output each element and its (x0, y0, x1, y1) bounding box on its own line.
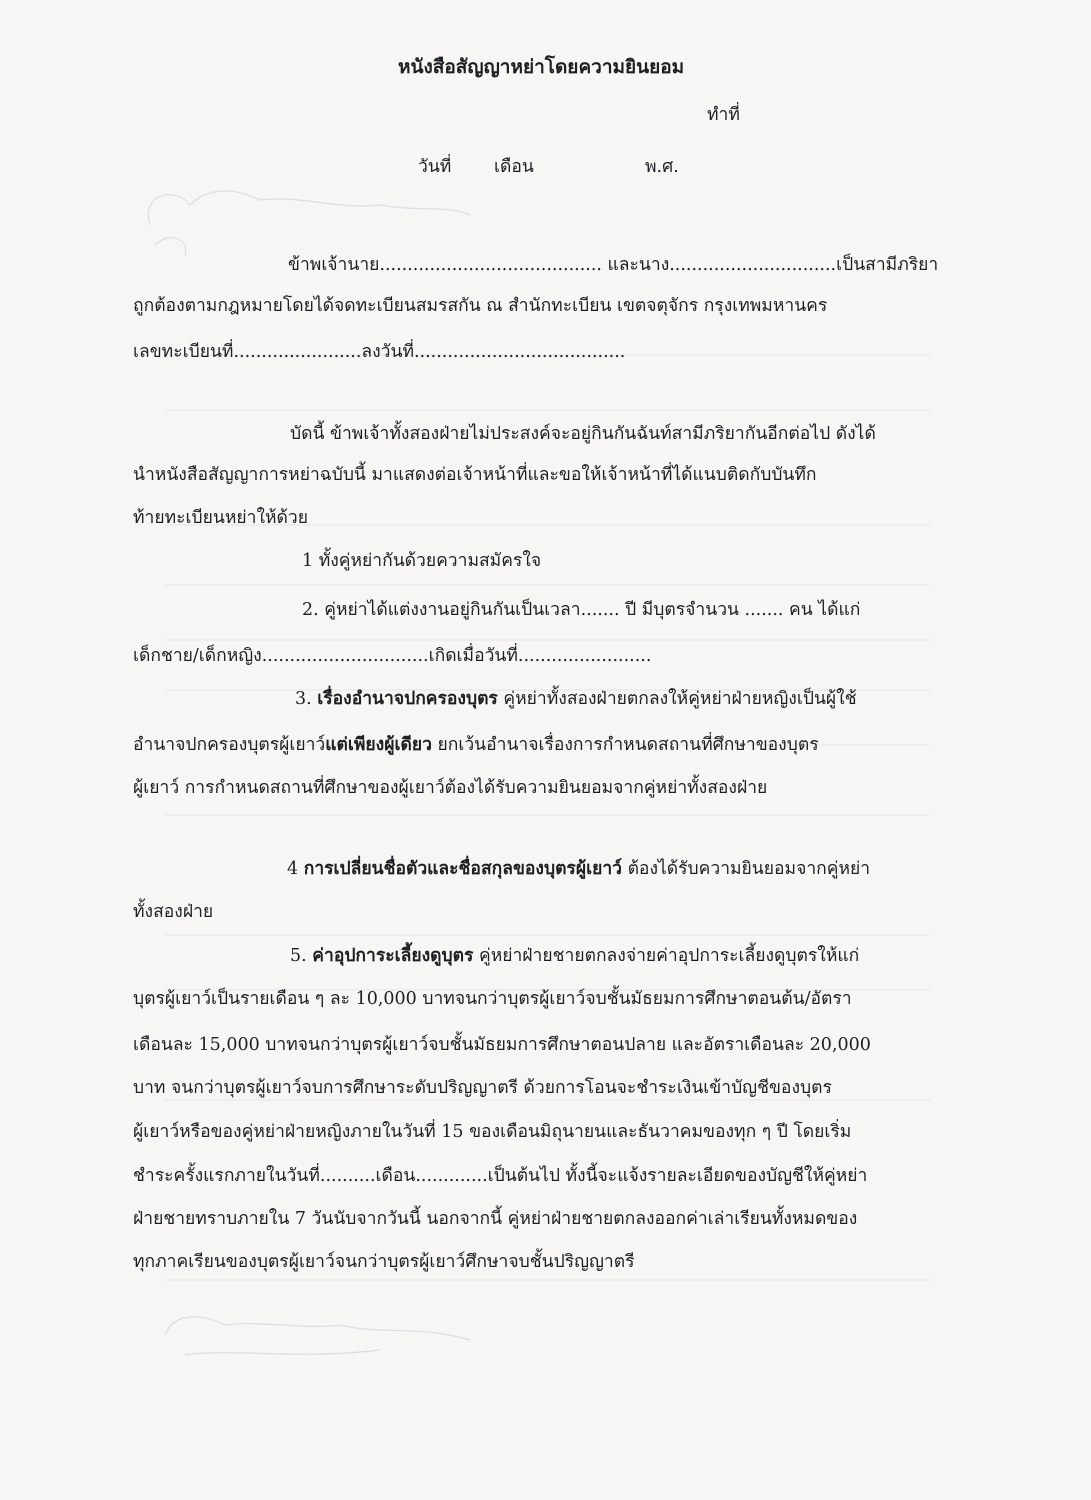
item5-line4: บาท จนกว่าบุตรผู้เยาว์จบการศึกษาระดับปริญญาตรี ด้วยการโอนจะชำระเงินเข้าบัญชีของบุตร (133, 1078, 832, 1098)
para2-line3: ท้ายทะเบียนหย่าให้ด้วย (133, 508, 308, 528)
item3-line1-text: คู่หย่าทั้งสองฝ่ายตกลงให้คู่หย่าฝ่ายหญิงเป็นผู้ใช้ (503, 689, 857, 709)
date-month-label: เดือน (494, 157, 534, 177)
item3-line3: ผู้เยาว์ การกำหนดสถานที่ศึกษาของผู้เยาว์ต้องได้รับความยินยอมจากคู่หย่าทั้งสองฝ่าย (133, 778, 768, 798)
made-at-label: ทำที่ (707, 105, 740, 125)
item4-line1 (287, 857, 870, 881)
item3-heading: เรื่องอำนาจปกครองบุตร (317, 689, 498, 709)
item5-line3: เดือนละ 15,000 บาทจนกว่าบุตรผู้เยาว์จบชั้นมัธยมการศึกษาตอนปลาย และอัตราเดือนละ 20,000 (133, 1035, 871, 1055)
item5-heading: ค่าอุปการะเลี้ยงดูบุตร (312, 946, 474, 966)
item4-heading: การเปลี่ยนชื่อตัวและชื่อสกุลของบุตรผู้เยาว์ (303, 859, 622, 879)
para2-line2: นำหนังสือสัญญาการหย่าฉบับนี้ มาแสดงต่อเจ้าหน้าที่และขอให้เจ้าหน้าที่ได้แนบติดกับบันทึก (133, 465, 817, 485)
item2-line1: 2. คู่หย่าได้แต่งงานอยู่กินกันเป็นเวลา....... ปี มีบุตรจำนวน ....... คน ได้แก่ (302, 600, 861, 620)
item3-number: 3. (295, 689, 312, 709)
item5-number: 5. (290, 946, 307, 966)
item4-number: 4 (287, 859, 299, 879)
para1-line1: ข้าพเจ้านาย........................................ และนาง..............................เป็นสามีภริยา (288, 255, 939, 275)
item3-line2-c: ยกเว้นอำนาจเรื่องการกำหนดสถานที่ศึกษาของบุตร (437, 735, 819, 755)
para1-line3: เลขทะเบียนที่.......................ลงวันที่...................................... (133, 342, 626, 362)
item5-line8: ทุกภาคเรียนของบุตรผู้เยาว์จนกว่าบุตรผู้เยาว์ศึกษาจบชั้นปริญญาตรี (133, 1252, 635, 1272)
item3-line2-bold: แต่เพียงผู้เดียว (325, 735, 432, 755)
item5-line7: ฝ่ายชายทราบภายใน 7 วันนับจากวันนี้ นอกจากนี้ คู่หย่าฝ่ายชายตกลงออกค่าเล่าเรียนทั้งหมดของ (133, 1209, 858, 1229)
item5-line6: ชำระครั้งแรกภายในวันที่..........เดือน.............เป็นต้นไป ทั้งนี้จะแจ้งรายละเอียดของบัญชีให้คู่หย่า (133, 1166, 868, 1186)
item4-line2: ทั้งสองฝ่าย (133, 902, 214, 922)
item5-line1-text: คู่หย่าฝ่ายชายตกลงจ่ายค่าอุปการะเลี้ยงดูบุตรให้แก่ (478, 946, 860, 966)
date-year-label: พ.ศ. (645, 157, 679, 177)
item5-line5: ผู้เยาว์หรือของคู่หย่าฝ่ายหญิงภายในวันที่ 15 ของเดือนมิถุนายนและธันวาคมของทุก ๆ ปี โดยเริ่ม (133, 1122, 852, 1142)
item3-line2 (133, 733, 819, 757)
document-title: หนังสือสัญญาหย่าโดยความยินยอม (398, 56, 685, 78)
item4-line1-text: ต้องได้รับความยินยอมจากคู่หย่า (627, 859, 871, 879)
item3-line1 (295, 687, 857, 711)
date-day-label: วันที่ (418, 157, 452, 177)
item2-line2: เด็กชาย/เด็กหญิง..............................เกิดเมื่อวันที่........................ (133, 646, 652, 666)
item5-line1 (290, 944, 859, 968)
item3-line2-a: อำนาจปกครองบุตรผู้เยาว์ (133, 735, 326, 755)
item1-line: 1 ทั้งคู่หย่ากันด้วยความสมัครใจ (302, 551, 542, 571)
para2-line1: บัดนี้ ข้าพเจ้าทั้งสองฝ่ายไม่ประสงค์จะอยู่กินกันฉันท์สามีภริยากันอีกต่อไป ดังได้ (290, 424, 876, 444)
item5-line2: บุตรผู้เยาว์เป็นรายเดือน ๆ ละ 10,000 บาทจนกว่าบุตรผู้เยาว์จบชั้นมัธยมการศึกษาตอนต้น/อัตรา (133, 989, 852, 1009)
para1-line2: ถูกต้องตามกฎหมายโดยได้จดทะเบียนสมรสกัน ณ สำนักทะเบียน เขตจตุจักร กรุงเทพมหานคร (133, 296, 828, 316)
